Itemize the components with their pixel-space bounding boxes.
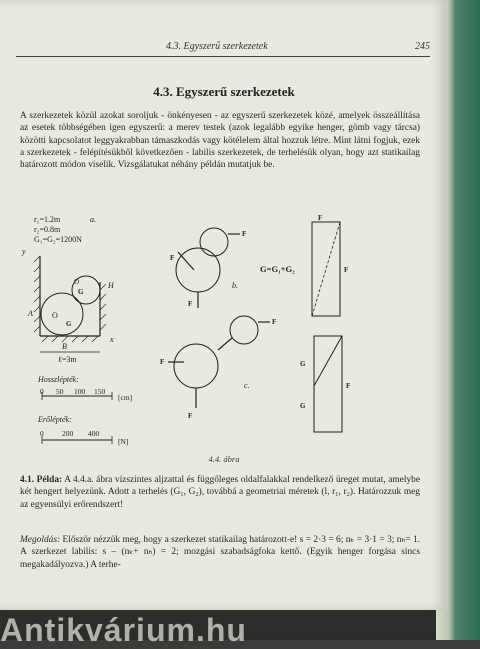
panel-c-cylinder-2 <box>230 316 258 344</box>
length-tick-150: 150 <box>94 387 106 396</box>
svg-text:O: O <box>52 311 58 320</box>
force-polygon-2 <box>314 336 342 432</box>
param-g: G₁=G₂=1200N <box>34 235 82 244</box>
svg-text:F: F <box>346 382 351 390</box>
section-title: 4.3. Egyszerű szerkezetek <box>153 84 295 99</box>
figure-caption: 4.4. ábra <box>208 454 240 464</box>
svg-text:F: F <box>170 254 175 262</box>
force-tick-400: 400 <box>88 429 100 438</box>
wall-hatching <box>34 256 106 342</box>
svg-text:F: F <box>242 230 247 238</box>
panel-b-cylinder-bottom <box>176 248 220 292</box>
example-heading: 4.1. Példa: <box>20 475 63 485</box>
svg-text:F: F <box>272 318 277 326</box>
panel-b-cylinder-top <box>200 228 228 256</box>
length-tick-0: 0 <box>40 387 44 396</box>
svg-text:H: H <box>108 281 114 290</box>
panel-label-b: b. <box>232 281 238 290</box>
page-number: 245 <box>415 41 430 52</box>
svg-text:x: x <box>110 335 114 344</box>
panel-label-a: a. <box>90 215 96 224</box>
length-tick-100: 100 <box>74 387 86 396</box>
solution-text: Először nézzük meg, hogy a szerkezet statikailag határozott-e! s = 2·3 = 6; nₖ = 3·1 = 3; nₕ= 1. A szerkezet labilis: s – (nₖ+ nₕ) = 2; mozgási szabadságfoka kettő. (Egyik henger forgása sincs megakadályozva.) A terhe- <box>20 535 421 570</box>
dimension-label: ℓ=3m <box>58 355 77 364</box>
panel-c-cylinder-1 <box>174 344 218 388</box>
watermark: Antikvárium.hu <box>0 612 247 648</box>
svg-text:O: O <box>74 278 80 286</box>
svg-text:G: G <box>78 288 84 296</box>
running-title: 4.3. Egyszerű szerkezetek <box>166 41 268 52</box>
force-unit: [N] <box>118 437 129 446</box>
example-text: A 4.4.a. ábra vízszintes aljzattal és függőleges oldalfalakkal rendelkező üreget mutat, amelybe két hengert helyezünk. Adott a terhelés (G₁, G₂), továbbá a geometriai méretek (l, r₁, r₂). Határozzuk meg az egyensúlyi erőrendszert! <box>20 475 420 510</box>
panel-label-c: c. <box>244 381 250 390</box>
svg-text:F: F <box>318 214 323 222</box>
force-polygon-1 <box>312 222 340 316</box>
force-tick-200: 200 <box>62 429 74 438</box>
equation-g: G=G₁+G₂ <box>260 264 295 274</box>
svg-text:F: F <box>188 300 193 308</box>
svg-text:G: G <box>300 360 306 368</box>
param-r1: r₁=1.2m <box>34 215 61 224</box>
solution-heading: Megoldás: <box>20 535 61 545</box>
solution-paragraph <box>20 534 420 571</box>
cylinder-1 <box>41 293 83 335</box>
svg-text:F: F <box>344 266 349 274</box>
svg-text:y: y <box>22 247 26 256</box>
svg-text:F: F <box>188 412 193 420</box>
length-scale-title: Hosszlépték: <box>38 375 79 384</box>
param-r2: r₂=0.8m <box>34 225 61 234</box>
example-paragraph <box>20 474 420 511</box>
svg-text:A: A <box>28 309 33 318</box>
figure-4-4 <box>18 212 428 468</box>
svg-text:F: F <box>160 358 165 366</box>
force-tick-0: 0 <box>40 429 44 438</box>
svg-text:G: G <box>300 402 306 410</box>
length-unit: [cm] <box>118 393 133 402</box>
force-scale-title: Erőlépték: <box>38 415 72 424</box>
running-header <box>16 38 430 57</box>
svg-text:G: G <box>66 320 72 328</box>
svg-text:B: B <box>62 342 67 351</box>
length-tick-50: 50 <box>56 387 64 396</box>
intro-paragraph: A szerkezetek közül azokat soroljuk - önkényesen - az egyszerű szerkezetek közé, amelyek összeállítása az esetek többségében igen egyszerű: a merev testek (azok legalább egyike henger, gömb vagy tárcsa) közötti kapcsolatot leggyakrabban támaszkodás vagy kötélelem által hozzuk létre. Mint látni fogjuk, ezek a szerkezetek - felépítésükből következően - labilis szerkezetek, de terhelésük olyan, hogy azt statikailag határozott módon viselik. Vizsgálatukat néhány példán mutatjuk be. <box>20 111 420 171</box>
